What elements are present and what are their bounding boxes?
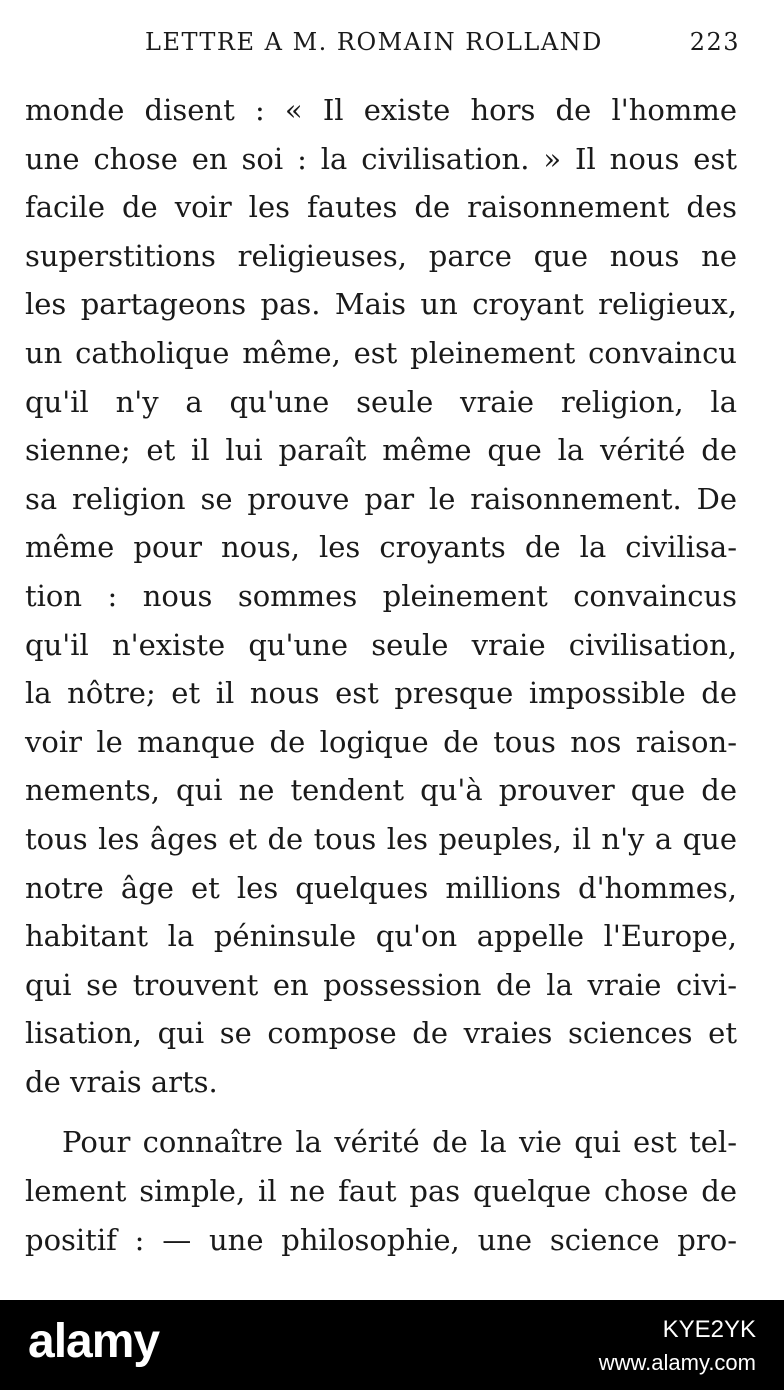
site-url: www.alamy.com <box>598 1350 756 1375</box>
running-header <box>145 28 740 68</box>
text-line: tion : nous sommes pleinement convaincus <box>25 578 737 613</box>
text-line: une chose en soi : la civilisation. » Il nous est <box>25 141 737 176</box>
text-line: voir le manque de logique de tous nos raison- <box>25 724 737 759</box>
text-line: de vrais arts. <box>25 1064 218 1099</box>
text-line: même pour nous, les croyants de la civilisa- <box>25 530 737 565</box>
watermark-banner <box>0 1300 784 1390</box>
text-line: qu'il n'y a qu'une seule vraie religion, la <box>25 384 737 419</box>
text-line: sa religion se prouve par le raisonnement. De <box>25 481 737 516</box>
text-line: notre âge et les quelques millions d'hommes, <box>25 870 737 905</box>
text-line: Pour connaître la vérité de la vie qui est tel- <box>62 1125 737 1160</box>
text-line: monde disent : « Il existe hors de l'homme <box>25 93 737 127</box>
text-line: superstitions religieuses, parce que nous ne <box>25 238 737 273</box>
image-id: KYE2YK <box>662 1316 756 1343</box>
paragraph-gap <box>25 1106 737 1118</box>
text-line: facile de voir les fautes de raisonnement des <box>25 190 737 225</box>
text-line: nements, qui ne tendent qu'à prouver que de <box>25 773 737 808</box>
page-number: 223 <box>689 28 740 56</box>
brand-logo: alamy <box>28 1315 160 1368</box>
running-title: LETTRE A M. ROMAIN ROLLAND <box>145 28 603 56</box>
text-line: sienne; et il lui paraît même que la vérité de <box>25 433 737 468</box>
text-line: qu'il n'existe qu'une seule vraie civilisation, <box>25 627 737 662</box>
text-line: positif : — une philosophie, une science pro- <box>25 1222 737 1257</box>
text-line: lement simple, il ne faut pas quelque chose de <box>25 1174 737 1209</box>
text-line: habitant la péninsule qu'on appelle l'Europe, <box>25 919 737 954</box>
text-line: lisation, qui se compose de vraies sciences et <box>25 1016 737 1051</box>
text-line: qui se trouvent en possession de la vraie civi- <box>25 967 737 1002</box>
text-line: un catholique même, est pleinement convaincu <box>25 335 737 370</box>
text-line: la nôtre; et il nous est presque impossible de <box>25 676 737 711</box>
body-text <box>25 86 737 1264</box>
text-line: tous les âges et de tous les peuples, il n'y a que <box>25 821 737 856</box>
text-line: les partageons pas. Mais un croyant religieux, <box>25 287 737 322</box>
